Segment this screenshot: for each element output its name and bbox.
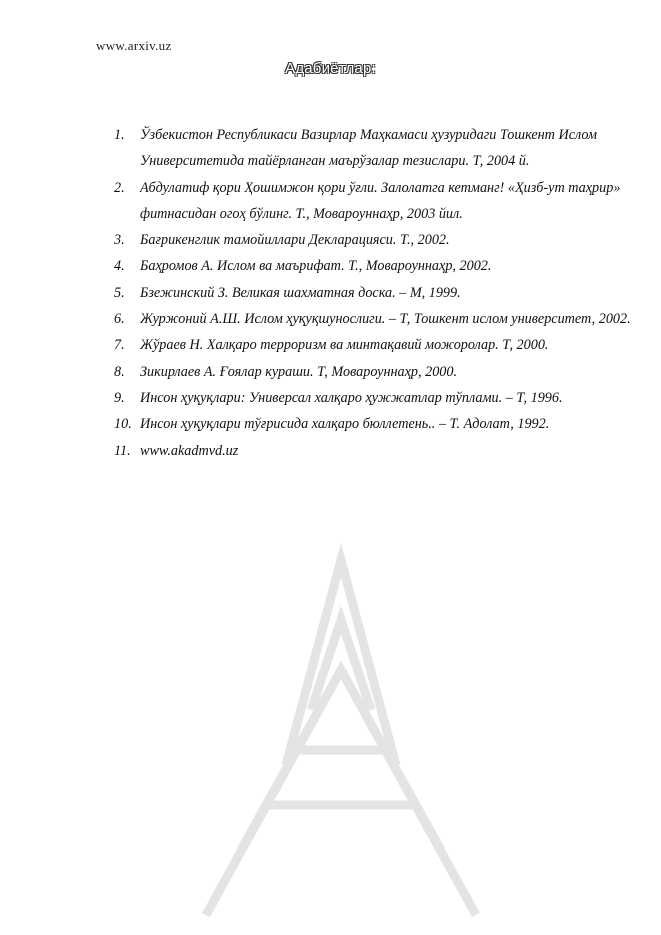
reference-text: Ўзбекистон Республикаси Вазирлар Маҳкамаси ҳузуридаги Тошкент Ислом Университетида тайёрланган маърўзалар тезислари. Т, 2004 й. <box>140 127 597 170</box>
list-item <box>114 306 634 332</box>
list-item <box>114 332 634 358</box>
reference-number: 10. <box>114 416 132 433</box>
reference-text: Баҳромов А. Ислом ва маърифат. Т., Мовароуннаҳр, 2002. <box>140 258 492 275</box>
list-item <box>114 385 634 411</box>
reference-text: Инсон ҳуқуқлари тўғрисида халқаро бюллетень.. – Т. Адолат, 1992. <box>140 416 550 433</box>
reference-number: 1. <box>114 127 125 143</box>
reference-text: Журжоний А.Ш. Ислом ҳуқуқшунослиги. – Т, Тошкент ислом университет, 2002. <box>140 311 631 328</box>
list-item <box>114 359 634 385</box>
reference-number: 9. <box>114 389 125 406</box>
reference-list <box>114 122 634 464</box>
reference-number: 2. <box>114 179 125 196</box>
list-item <box>114 253 634 279</box>
reference-text: Инсон ҳуқуқлари: Универсал халқаро ҳужжатлар тўплами. – Т, 1996. <box>140 389 563 406</box>
reference-text: Бзежинский З. Великая шахматная доска. – М, 1999. <box>140 284 461 301</box>
site-url: www.arxiv.uz <box>96 38 172 53</box>
watermark-logo <box>196 520 486 920</box>
list-item <box>114 227 634 253</box>
list-item <box>114 438 634 464</box>
list-item <box>114 175 634 228</box>
list-item <box>114 411 634 437</box>
list-item <box>114 122 634 175</box>
page-title: Адабиётлар: <box>285 60 376 77</box>
reference-text: Зикирлаев А. Ғоялар кураши. Т, Мовароуннаҳр, 2000. <box>140 363 458 380</box>
reference-text: Жўраев Н. Халқаро терроризм ва минтақавий можоролар. Т, 2000. <box>140 337 549 354</box>
reference-text: Бағрикенглик тамойиллари Декларацияси. Т., 2002. <box>140 232 450 249</box>
reference-number: 6. <box>114 311 125 328</box>
reference-text: Абдулатиф қори Ҳошимжон қори ўғли. Залолатга кетманг! «Ҳизб-ут таҳрир» фитнасидан огоҳ бўлинг. Т., Мовароуннаҳр, 2003 йил. <box>140 179 621 222</box>
reference-number: 8. <box>114 363 125 380</box>
reference-number: 4. <box>114 258 125 275</box>
list-item <box>114 280 634 306</box>
reference-number: 7. <box>114 337 125 354</box>
reference-number: 3. <box>114 232 125 249</box>
reference-number: 11. <box>114 442 131 459</box>
reference-text: www.akadmvd.uz <box>140 442 239 459</box>
reference-number: 5. <box>114 284 125 301</box>
